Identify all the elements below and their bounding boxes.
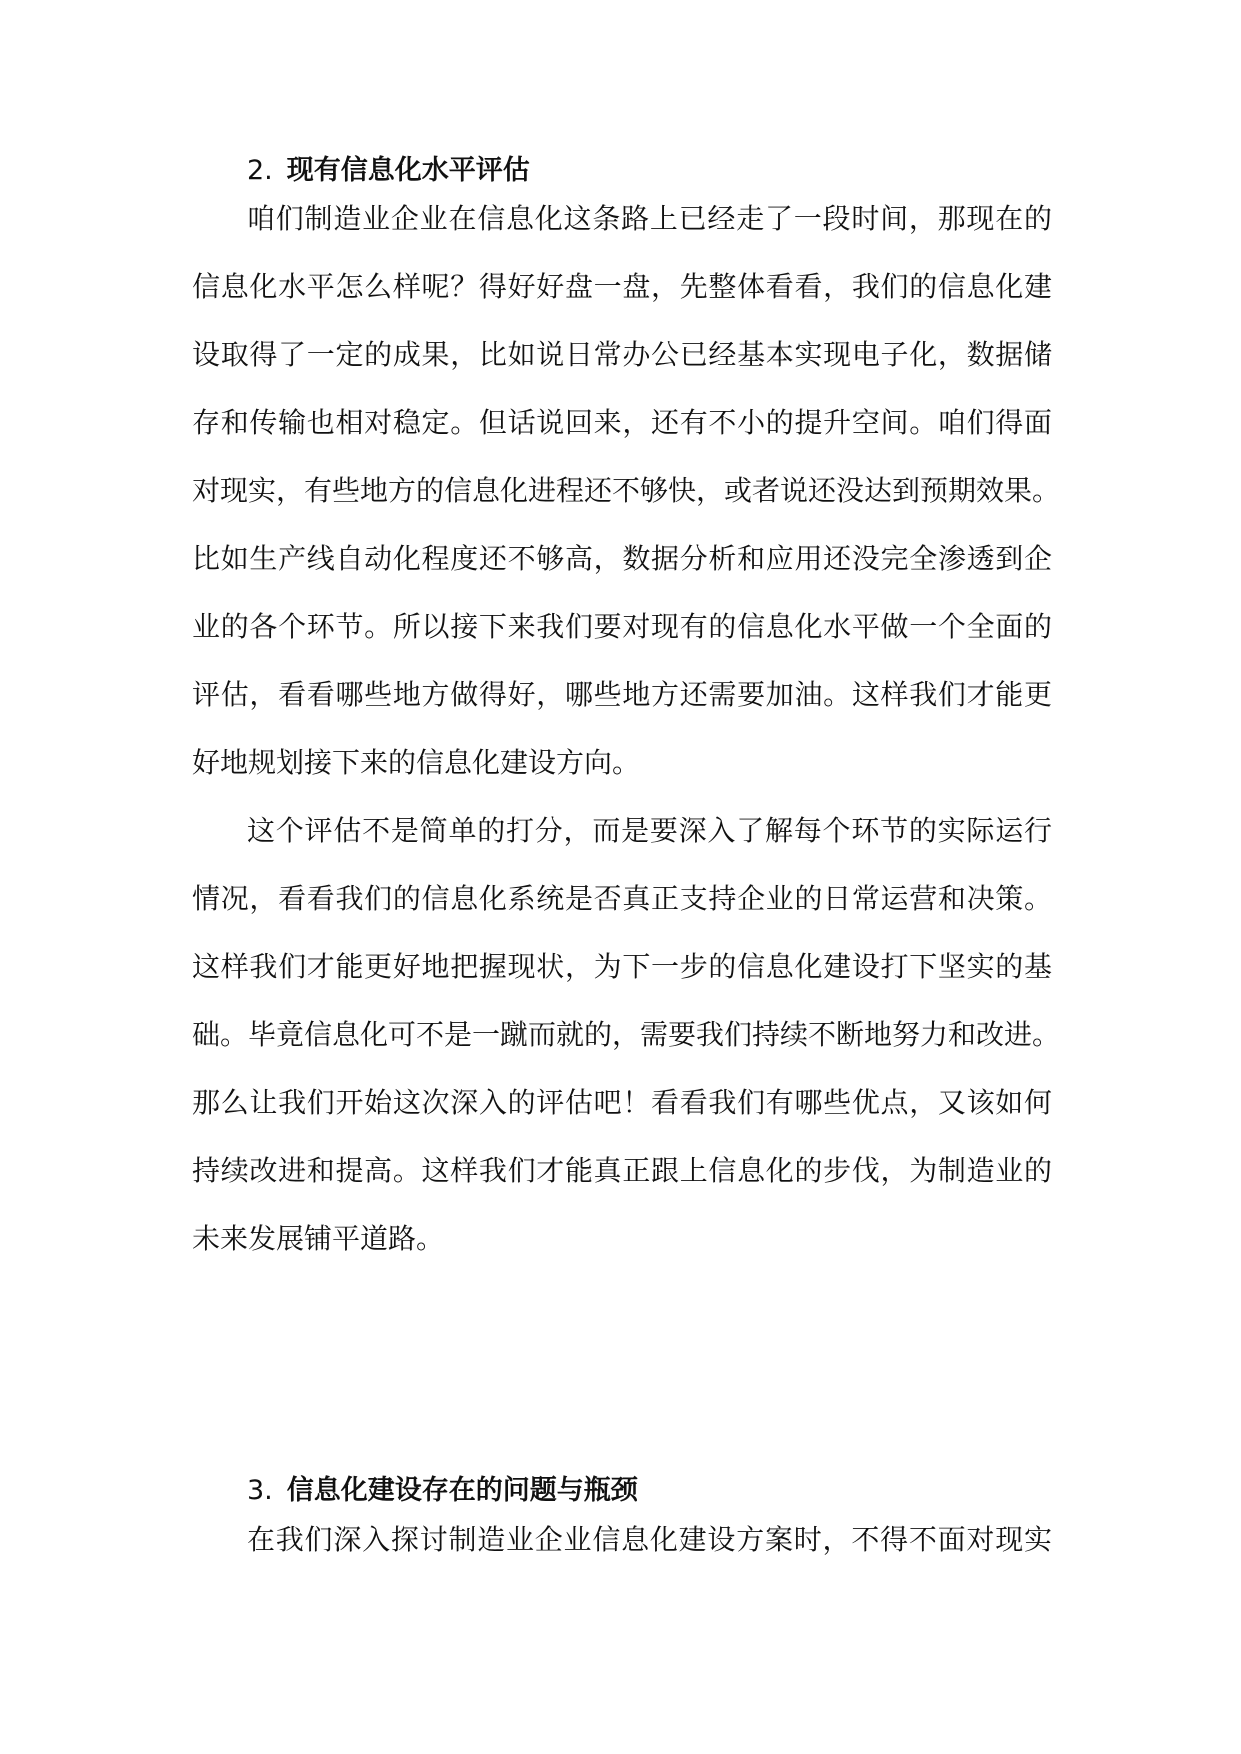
section-2-title: 现有信息化水平评估 bbox=[286, 155, 530, 186]
text-line: 在我们深入探讨制造业企业信息化建设方案时，不得不面对现实 bbox=[247, 1523, 1052, 1556]
text-line: 情况，看看我们的信息化系统是否真正支持企业的日常运营和决策。 bbox=[192, 882, 1052, 915]
text-line: 设取得了一定的成果，比如说日常办公已经基本实现电子化，数据储 bbox=[192, 338, 1052, 371]
section-3-heading bbox=[247, 1473, 638, 1509]
text-line: 比如生产线自动化程度还不够高，数据分析和应用还没完全渗透到企 bbox=[192, 542, 1052, 575]
text-line: 业的各个环节。所以接下来我们要对现有的信息化水平做一个全面的 bbox=[192, 610, 1052, 643]
text-line: 础。毕竟信息化可不是一蹴而就的，需要我们持续不断地努力和改进。 bbox=[192, 1018, 1061, 1051]
text-line: 这个评估不是简单的打分，而是要深入了解每个环节的实际运行 bbox=[247, 814, 1052, 847]
section-3-title: 信息化建设存在的问题与瓶颈 bbox=[286, 1475, 638, 1506]
text-line: 存和传输也相对稳定。但话说回来，还有不小的提升空间。咱们得面 bbox=[192, 406, 1052, 439]
section-3-number: 3. bbox=[247, 1475, 273, 1506]
text-line: 咱们制造业企业在信息化这条路上已经走了一段时间，那现在的 bbox=[247, 202, 1052, 235]
text-line: 评估，看看哪些地方做得好，哪些地方还需要加油。这样我们才能更 bbox=[192, 678, 1052, 711]
text-line: 这样我们才能更好地把握现状，为下一步的信息化建设打下坚实的基 bbox=[192, 950, 1052, 983]
section-2-heading bbox=[247, 153, 530, 189]
section-2-number: 2. bbox=[247, 155, 273, 186]
text-line: 好地规划接下来的信息化建设方向。 bbox=[192, 746, 641, 779]
text-line: 持续改进和提高。这样我们才能真正跟上信息化的步伐，为制造业的 bbox=[192, 1154, 1052, 1187]
text-line: 信息化水平怎么样呢？得好好盘一盘，先整体看看，我们的信息化建 bbox=[192, 270, 1052, 303]
text-line: 未来发展铺平道路。 bbox=[192, 1222, 445, 1255]
text-line: 对现实，有些地方的信息化进程还不够快，或者说还没达到预期效果。 bbox=[192, 474, 1061, 507]
text-line: 那么让我们开始这次深入的评估吧！看看我们有哪些优点，又该如何 bbox=[192, 1086, 1052, 1119]
